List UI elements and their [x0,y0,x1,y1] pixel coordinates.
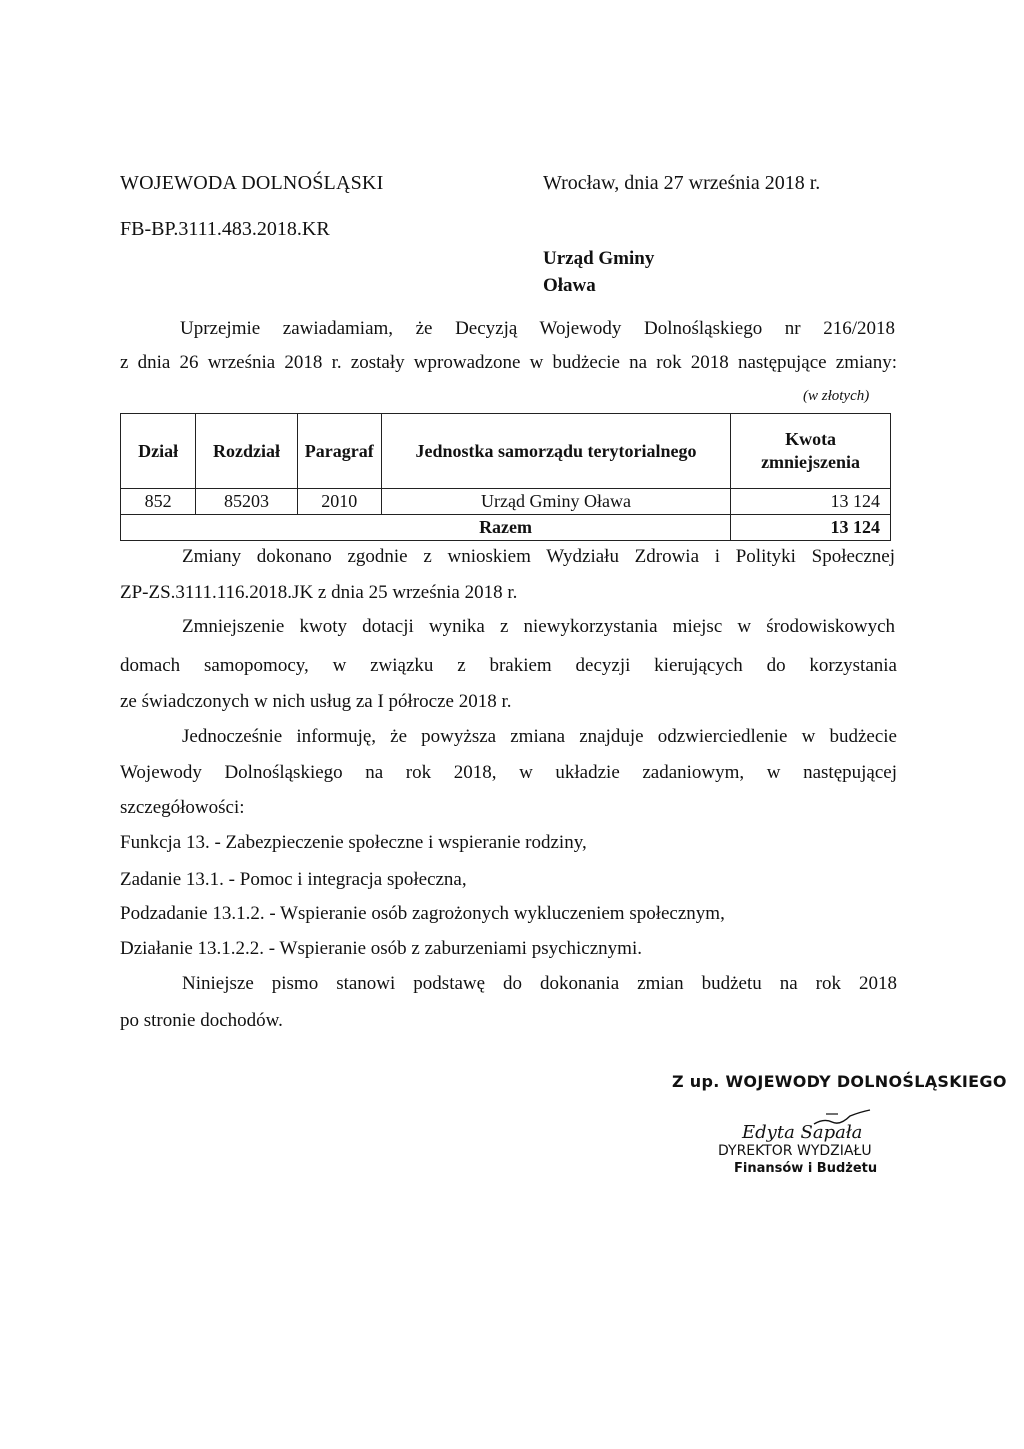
signatory-title: DYREKTOR WYDZIAŁU [718,1143,872,1159]
budget-changes-table [120,413,891,541]
table-header-row [121,414,891,489]
recipient-block [543,245,654,299]
reason-line-1: Zmniejszenie kwoty dotacji wynika z niewykorzystania miejsc w środowiskowych [182,616,895,637]
unit-note: (w złotych) [803,388,870,404]
cell-paragraf: 2010 [297,489,381,515]
cell-kwota: 13 124 [731,489,891,515]
reason-line-2: domach samopomocy, w związku z brakiem decyzji kierujących do korzystania [120,655,897,676]
signature-stamp-heading: Z up. WOJEWODY DOLNOŚLĄSKIEGO [672,1072,1007,1091]
reason-line-3: ze świadczonych w nich usług za I półrocze 2018 r. [120,691,512,712]
cell-rozdzial: 85203 [196,489,297,515]
info-line-1: Jednocześnie informuję, że powyższa zmiana znajduje odzwierciedlenie w budżecie [182,726,897,747]
signatory-department: Finansów i Budżetu [734,1161,878,1176]
place-and-date: Wrocław, dnia 27 września 2018 r. [543,172,821,194]
reference-number: FB-BP.3111.483.2018.KR [120,218,330,240]
total-label: Razem [121,515,731,541]
total-value: 13 124 [731,515,891,541]
table-row [121,489,891,515]
recipient-line-2: Oława [543,275,596,296]
info-line-2: Wojewody Dolnośląskiego na rok 2018, w układzie zadaniowym, w następującej [120,762,897,783]
changes-note-line-1: Zmiany dokonano zgodnie z wnioskiem Wydziału Zdrowia i Polityki Społecznej [182,546,895,567]
header-dzial: Dział [121,414,196,489]
header-jednostka: Jednostka samorządu terytorialnego [381,414,730,489]
intro-line-2: z dnia 26 września 2018 r. zostały wprowadzone w budżecie na rok 2018 następujące zmiany: [120,352,897,373]
cell-dzial: 852 [121,489,196,515]
info-line-3: szczegółowości: [120,797,245,818]
recipient-line-1: Urząd Gminy [543,248,655,269]
closing-line-2: po stronie dochodów. [120,1010,283,1031]
header-paragraf: Paragraf [297,414,381,489]
header-kwota: Kwota zmniejszenia [731,414,891,489]
classification-action: Działanie 13.1.2.2. - Wspieranie osób z zaburzeniami psychicznymi. [120,938,642,959]
classification-task: Zadanie 13.1. - Pomoc i integracja społeczna, [120,869,467,890]
closing-line-1: Niniejsze pismo stanowi podstawę do dokonania zmian budżetu na rok 2018 [182,973,897,994]
classification-function: Funkcja 13. - Zabezpieczenie społeczne i wspieranie rodziny, [120,832,587,853]
signatory-name: Edyta Sapała [742,1122,863,1143]
table-total-row [121,515,891,541]
cell-jednostka: Urząd Gminy Oława [381,489,730,515]
intro-line-1: Uprzejmie zawiadamiam, że Decyzją Wojewody Dolnośląskiego nr 216/2018 [180,318,895,339]
header-rozdzial: Rozdział [196,414,297,489]
issuing-authority: WOJEWODA DOLNOŚLĄSKI [120,172,384,194]
changes-note-line-2: ZP-ZS.3111.116.2018.JK z dnia 25 września 2018 r. [120,582,518,603]
classification-subtask: Podzadanie 13.1.2. - Wspieranie osób zagrożonych wykluczeniem społecznym, [120,903,725,924]
